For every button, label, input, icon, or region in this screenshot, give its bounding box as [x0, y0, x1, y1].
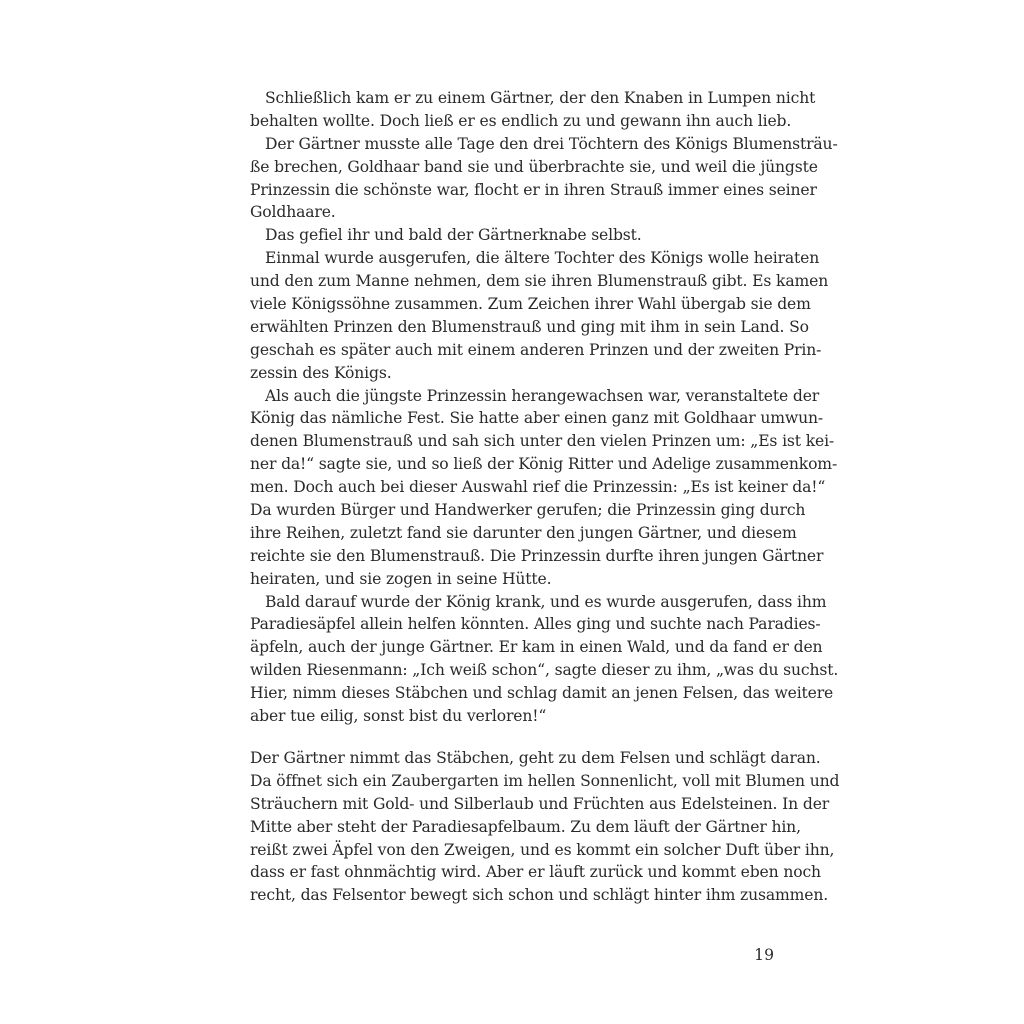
text-line: Einmal wurde ausgerufen, die ältere Tochter des Königs wolle heiraten: [265, 249, 820, 268]
text-line: heiraten, und sie zogen in seine Hütte.: [250, 569, 552, 588]
text-line: Der Gärtner nimmt das Stäbchen, geht zu dem Felsen und schlägt daran.: [250, 749, 821, 767]
text-line: geschah es später auch mit einem anderen Prinzen und der zweiten Prin-: [250, 340, 822, 359]
text-line: äpfeln, auch der junge Gärtner. Er kam in einen Wald, und da fand er den: [250, 638, 823, 657]
text-line: ner da!“ sagte sie, und so ließ der König Ritter und Adelige zusammenkom-: [250, 455, 838, 474]
text-line: Schließlich kam er zu einem Gärtner, der den Knaben in Lumpen nicht: [265, 89, 816, 107]
text-line: behalten wollte. Doch ließ er es endlich zu und gewann ihn auch lieb.: [250, 111, 792, 130]
text-line: Mitte aber steht der Paradiesapfelbaum. Zu dem läuft der Gärtner hin,: [250, 817, 801, 836]
text-line: zessin des Königs.: [250, 363, 392, 382]
text-line: Hier, nimm dieses Stäbchen und schlag damit an jenen Felsen, das weitere: [250, 684, 834, 703]
text-line: recht, das Felsentor bewegt sich schon und schlägt hinter ihm zusammen.: [250, 886, 829, 905]
text-line: Bald darauf wurde der König krank, und es wurde ausgerufen, dass ihm: [265, 592, 827, 611]
text-line: reichte sie den Blumenstrauß. Die Prinzessin durfte ihren jungen Gärtner: [250, 546, 824, 565]
text-line: reißt zwei Äpfel von den Zweigen, und es kommt ein solcher Duft über ihn,: [250, 840, 835, 859]
page-number: 19: [754, 946, 774, 964]
text-line: erwählten Prinzen den Blumenstrauß und ging mit ihm in sein Land. So: [250, 317, 809, 336]
text-line: Der Gärtner musste alle Tage den drei Töchtern des Königs Blumensträu-: [265, 134, 838, 153]
text-line: Goldhaare.: [250, 203, 336, 222]
text-block-upper: [250, 87, 839, 728]
text-line: dass er fast ohnmächtig wird. Aber er läuft zurück und kommt eben noch: [250, 863, 821, 882]
text-line: Das gefiel ihr und bald der Gärtnerknabe selbst.: [265, 226, 642, 245]
text-line: und den zum Manne nehmen, dem sie ihren Blumenstrauß gibt. Es kamen: [250, 272, 829, 291]
text-line: denen Blumenstrauß und sah sich unter den vielen Prinzen um: „Es ist kei-: [250, 432, 835, 451]
text-line: men. Doch auch bei dieser Auswahl rief die Prinzessin: „Es ist keiner da!“: [250, 478, 826, 497]
text-line: Paradiesäpfel allein helfen könnten. Alles ging und suchte nach Paradies-: [250, 615, 821, 634]
text-line: wilden Riesenmann: „Ich weiß schon“, sagte dieser zu ihm, „was du suchst.: [250, 661, 839, 680]
text-line: Prinzessin die schönste war, flocht er in ihren Strauß immer eines seiner: [250, 180, 817, 199]
text-line: viele Königssöhne zusammen. Zum Zeichen ihrer Wahl übergab sie dem: [250, 295, 811, 314]
text-line: ße brechen, Goldhaar band sie und überbrachte sie, und weil die jüngste: [250, 157, 818, 176]
text-line: Sträuchern mit Gold- und Silberlaub und Früchten aus Edelsteinen. In der: [250, 794, 830, 813]
text-line: ihre Reihen, zuletzt fand sie darunter den jungen Gärtner, und diesem: [250, 523, 797, 542]
text-line: König das nämliche Fest. Sie hatte aber einen ganz mit Goldhaar umwun-: [250, 409, 823, 428]
text-line: Als auch die jüngste Prinzessin herangewachsen war, veranstaltete der: [265, 386, 820, 405]
text-line: aber tue eilig, sonst bist du verloren!“: [250, 707, 547, 726]
text-line: Da öffnet sich ein Zaubergarten im hellen Sonnenlicht, voll mit Blumen und: [250, 771, 840, 790]
text-block-lower: [250, 747, 840, 907]
text-line: Da wurden Bürger und Handwerker gerufen; die Prinzessin ging durch: [250, 501, 806, 520]
